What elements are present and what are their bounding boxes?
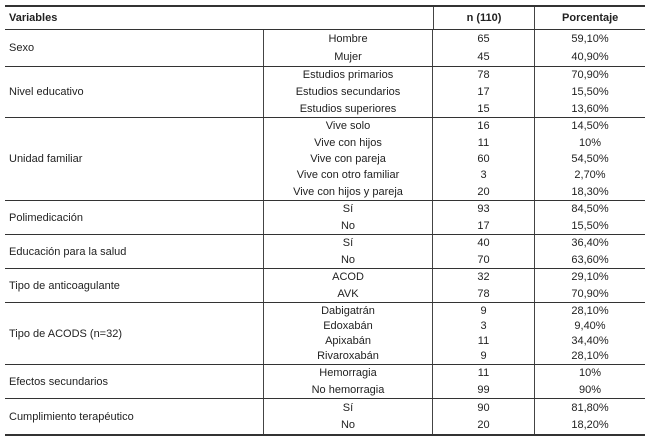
percent-cell: 9,40% xyxy=(534,318,645,333)
count-cell: 17 xyxy=(432,218,534,235)
count-cell: 45 xyxy=(432,48,534,66)
table-group xyxy=(5,67,645,118)
category-cell: Sí xyxy=(263,399,432,417)
count-cell: 20 xyxy=(432,184,534,200)
table-row xyxy=(263,134,645,150)
table-group xyxy=(5,118,645,201)
table-row xyxy=(263,30,645,48)
percent-cell: 29,10% xyxy=(534,269,645,286)
count-cell: 78 xyxy=(432,67,534,84)
count-cell: 11 xyxy=(432,134,534,150)
percent-cell: 63,60% xyxy=(534,252,645,269)
category-cell: Sí xyxy=(263,235,432,252)
percent-cell: 10% xyxy=(534,134,645,150)
category-cell: No xyxy=(263,218,432,235)
percent-cell: 28,10% xyxy=(534,349,645,364)
percent-cell: 54,50% xyxy=(534,151,645,167)
category-cell: ACOD xyxy=(263,269,432,286)
group-name: Sexo xyxy=(9,42,35,54)
category-cell: AVK xyxy=(263,286,432,303)
category-cell: Vive con hijos y pareja xyxy=(263,184,432,200)
table-group xyxy=(5,269,645,303)
table-row xyxy=(263,167,645,183)
percent-cell: 2,70% xyxy=(534,167,645,183)
table-group xyxy=(5,201,645,235)
category-cell: Vive con otro familiar xyxy=(263,167,432,183)
count-cell: 9 xyxy=(432,349,534,364)
percent-cell: 15,50% xyxy=(534,84,645,101)
group-name: Unidad familiar xyxy=(9,153,83,165)
count-cell: 17 xyxy=(432,84,534,101)
group-name: Efectos secundarios xyxy=(9,375,109,388)
percent-cell: 10% xyxy=(534,365,645,382)
percent-cell: 18,30% xyxy=(534,184,645,200)
category-cell: Hemorragia xyxy=(263,365,432,382)
table-row xyxy=(263,118,645,134)
count-cell: 78 xyxy=(432,286,534,303)
table-group xyxy=(5,365,645,399)
percent-cell: 70,90% xyxy=(534,67,645,84)
table-row xyxy=(263,218,645,235)
category-cell: Edoxabán xyxy=(263,318,432,333)
table-row xyxy=(263,417,645,435)
table-group xyxy=(5,303,645,365)
category-cell: Estudios primarios xyxy=(263,67,432,84)
percent-cell: 40,90% xyxy=(534,48,645,66)
percent-cell: 70,90% xyxy=(534,286,645,303)
group-name: Tipo de anticoagulante xyxy=(9,279,120,292)
header-percent: Porcentaje xyxy=(534,7,645,29)
table-row xyxy=(263,399,645,417)
table-row xyxy=(263,252,645,269)
percent-cell: 14,50% xyxy=(534,118,645,134)
table-group xyxy=(5,399,645,434)
count-cell: 9 xyxy=(432,303,534,318)
group-name: Nivel educativo xyxy=(9,86,84,98)
category-cell: Rivaroxabán xyxy=(263,349,432,364)
count-cell: 11 xyxy=(432,365,534,382)
category-cell: Apixabán xyxy=(263,334,432,349)
table-row xyxy=(263,286,645,303)
header-n: n (110) xyxy=(433,7,535,29)
table-group xyxy=(5,30,645,67)
count-cell: 70 xyxy=(432,252,534,269)
header-variables: Variables xyxy=(9,12,58,24)
count-cell: 60 xyxy=(432,151,534,167)
group-name: Educación para la salud xyxy=(9,245,127,258)
count-cell: 15 xyxy=(432,100,534,117)
percent-cell: 84,50% xyxy=(534,201,645,218)
category-cell: Hombre xyxy=(263,30,432,48)
category-cell: Estudios superiores xyxy=(263,100,432,117)
table-row xyxy=(263,201,645,218)
table-row xyxy=(263,365,645,382)
table-body xyxy=(5,30,645,434)
table-row xyxy=(263,151,645,167)
group-name: Polimedicación xyxy=(9,211,83,224)
percent-cell: 90% xyxy=(534,382,645,399)
table-row xyxy=(263,235,645,252)
percent-cell: 13,60% xyxy=(534,100,645,117)
category-cell: Vive solo xyxy=(263,118,432,134)
count-cell: 11 xyxy=(432,334,534,349)
count-cell: 16 xyxy=(432,118,534,134)
category-cell: Vive con pareja xyxy=(263,151,432,167)
count-cell: 93 xyxy=(432,201,534,218)
table-row xyxy=(263,269,645,286)
count-cell: 32 xyxy=(432,269,534,286)
percent-cell: 18,20% xyxy=(534,417,645,435)
category-cell: No xyxy=(263,252,432,269)
table-row xyxy=(263,318,645,333)
percent-cell: 81,80% xyxy=(534,399,645,417)
count-cell: 65 xyxy=(432,30,534,48)
percent-cell: 36,40% xyxy=(534,235,645,252)
category-cell: Dabigatrán xyxy=(263,303,432,318)
count-cell: 20 xyxy=(432,417,534,435)
category-cell: Sí xyxy=(263,201,432,218)
count-cell: 3 xyxy=(432,167,534,183)
percent-cell: 34,40% xyxy=(534,334,645,349)
percent-cell: 59,10% xyxy=(534,30,645,48)
table-row xyxy=(263,48,645,66)
table-row xyxy=(263,303,645,318)
table-row xyxy=(263,349,645,364)
category-cell: No hemorragia xyxy=(263,382,432,399)
count-cell: 40 xyxy=(432,235,534,252)
category-cell: No xyxy=(263,417,432,435)
group-name: Cumplimiento terapéutico xyxy=(9,410,134,423)
table-row xyxy=(263,184,645,200)
count-cell: 99 xyxy=(432,382,534,399)
count-cell: 3 xyxy=(432,318,534,333)
table-group xyxy=(5,235,645,269)
category-cell: Estudios secundarios xyxy=(263,84,432,101)
table-header xyxy=(5,7,645,30)
count-cell: 90 xyxy=(432,399,534,417)
percent-cell: 28,10% xyxy=(534,303,645,318)
table-row xyxy=(263,382,645,399)
variables-table xyxy=(5,5,645,436)
category-cell: Vive con hijos xyxy=(263,134,432,150)
table-row xyxy=(263,334,645,349)
table-row xyxy=(263,100,645,117)
percent-cell: 15,50% xyxy=(534,218,645,235)
table-row xyxy=(263,84,645,101)
group-name: Tipo de ACODS (n=32) xyxy=(9,327,123,340)
category-cell: Mujer xyxy=(263,48,432,66)
table-row xyxy=(263,67,645,84)
